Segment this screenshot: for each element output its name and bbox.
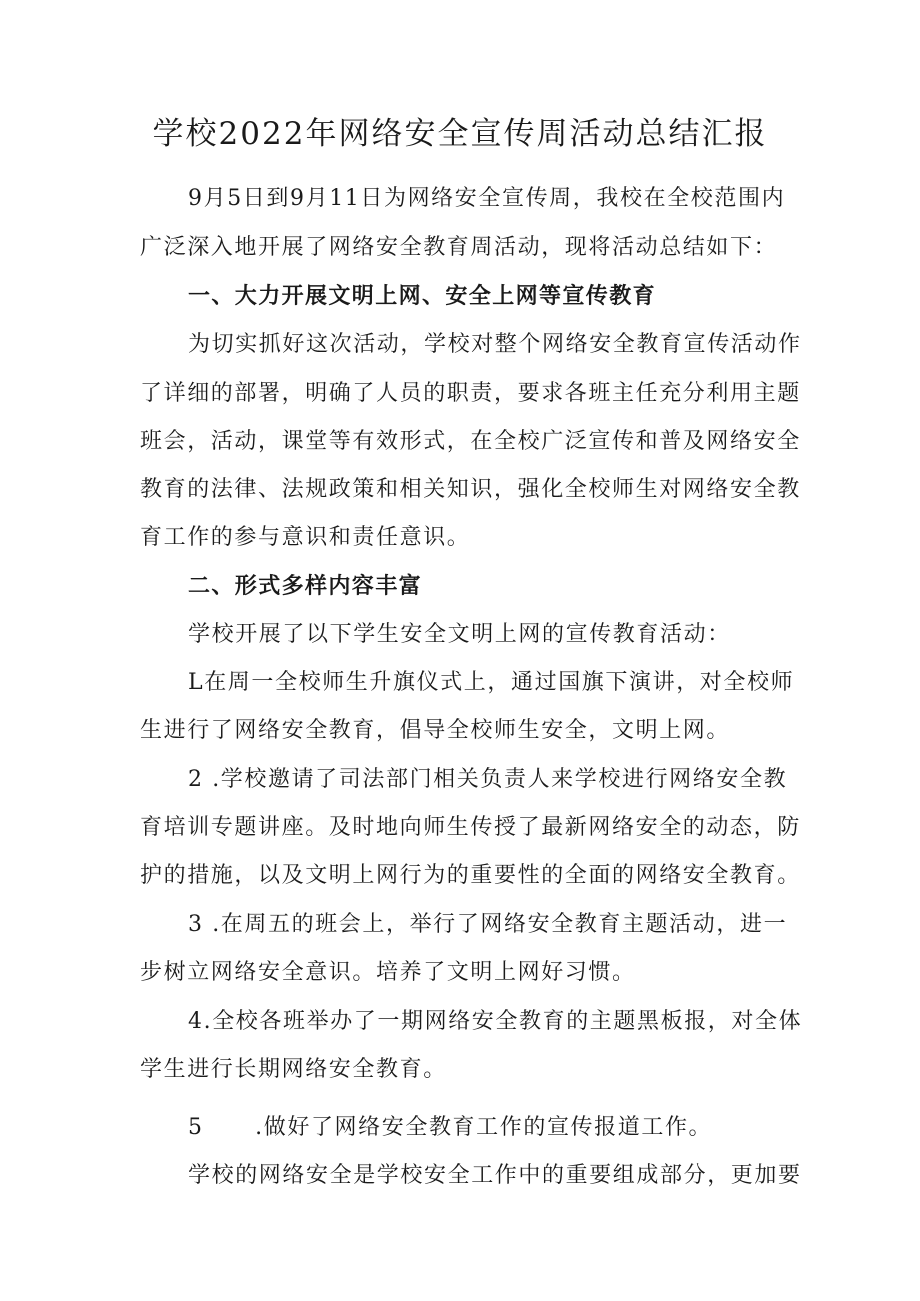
paragraph-line: 9月5日到9月11日为网络安全宣传周，我校在全校范围内 <box>188 186 786 211</box>
paragraph-line: 为切实抓好这次活动，学校对整个网络安全教育宣传活动作 <box>188 332 802 357</box>
list-item-2: 2 .学校邀请了司法部门相关负责人来学校进行网络安全教 <box>188 767 788 792</box>
paragraph-line: 育培训专题讲座。及时地向师生传授了最新网络安全的动态，防 <box>140 815 801 840</box>
paragraph-line: 教育的法律、法规政策和相关知识，强化全校师生对网络安全教 <box>140 477 801 502</box>
paragraph-line: 学生进行长期网络安全教育。 <box>140 1057 447 1082</box>
paragraph-line: 学校的网络安全是学校安全工作中的重要组成部分，更加要 <box>188 1163 802 1188</box>
paragraph-line: 步树立网络安全意识。培养了文明上网好习惯。 <box>140 960 636 985</box>
list-item-4: 4.全校各班举办了一期网络安全教育的主题黑板报，对全体 <box>188 1009 803 1034</box>
list-item-5: 5 .做好了网络安全教育工作的宣传报道工作。 <box>188 1115 713 1140</box>
section-heading-2: 二、形式多样内容丰富 <box>188 574 423 599</box>
paragraph-line: 护的措施，以及文明上网行为的重要性的全面的网络安全教育。 <box>140 863 801 888</box>
paragraph-line: 生进行了网络安全教育，倡导全校师生安全，文明上网。 <box>140 718 731 743</box>
paragraph-line: 学校开展了以下学生安全文明上网的宣传教育活动： <box>188 622 731 647</box>
paragraph-line: 班会，活动，课堂等有效形式，在全校广泛宣传和普及网络安全 <box>140 429 801 454</box>
list-item-1: L在周一全校师生升旗仪式上，通过国旗下演讲，对全校师 <box>188 670 795 695</box>
paragraph-line: 广泛深入地开展了网络安全教育周活动，现将活动总结如下： <box>140 235 778 260</box>
list-item-3: 3 .在周五的班会上，举行了网络安全教育主题活动，进一 <box>188 912 788 937</box>
paragraph-line: 了详细的部署，明确了人员的职责，要求各班主任充分利用主题 <box>140 381 801 406</box>
section-heading-1: 一、大力开展文明上网、安全上网等宣传教育 <box>188 284 657 309</box>
paragraph-line: 育工作的参与意识和责任意识。 <box>140 525 471 550</box>
document-title: 学校2022年网络安全宣传周活动总结汇报 <box>152 116 768 152</box>
